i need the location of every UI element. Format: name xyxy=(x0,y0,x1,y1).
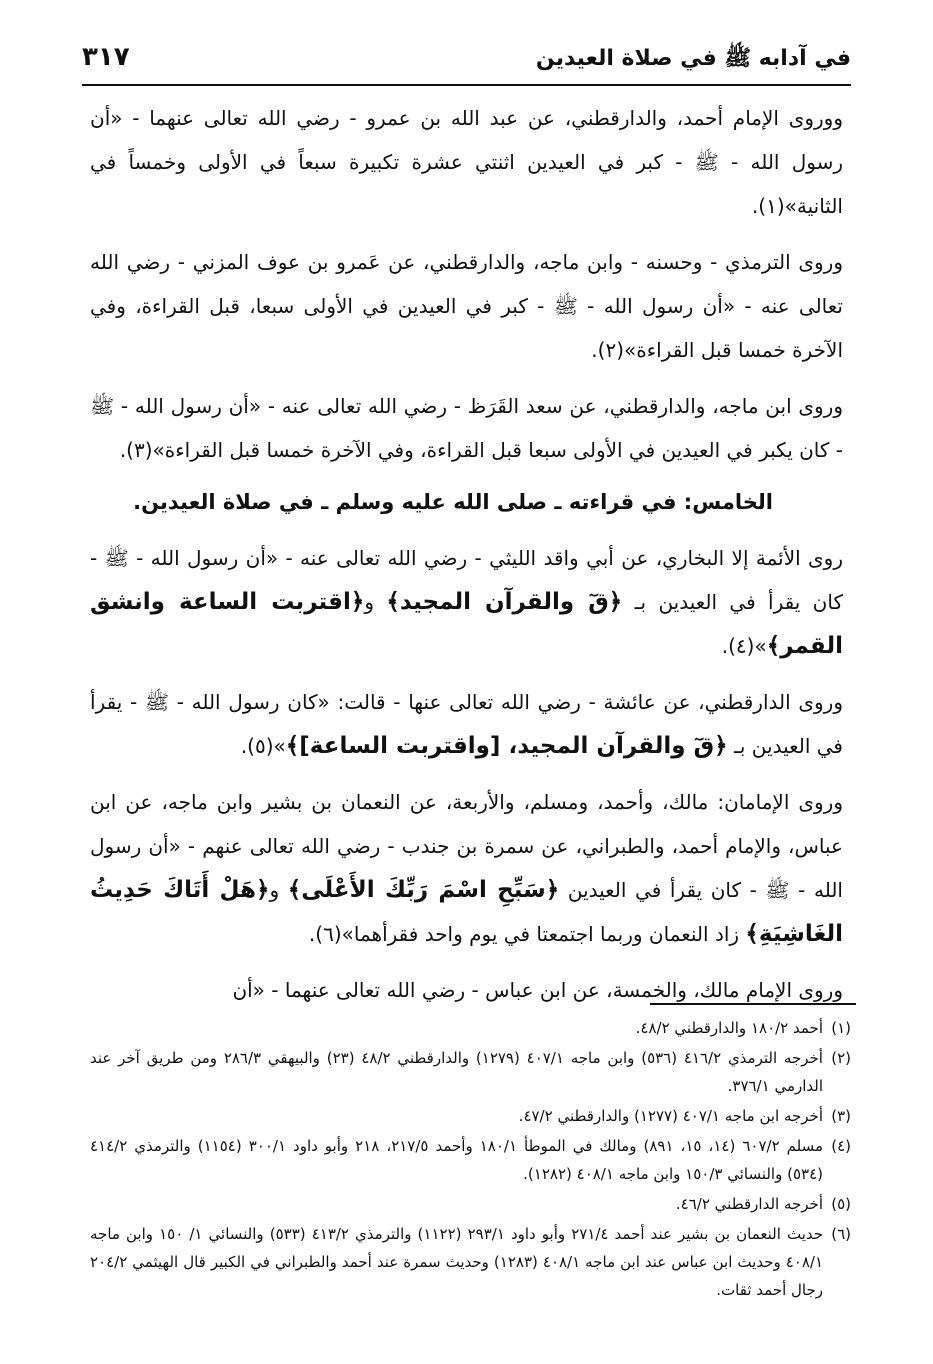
footnote-2 xyxy=(90,1044,851,1100)
paragraph-4-text-a: روى الأئمة إلا البخاري، عن أبي واقد الليثي - رضي الله تعالى عنه - «أن رسول الله - ﷺ - كان يقرأ في العيدين بـ xyxy=(90,546,843,614)
paragraph-4-text-c: »(٤). xyxy=(721,634,767,658)
footnote-1 xyxy=(90,1014,851,1042)
paragraph-4 xyxy=(90,536,843,668)
paragraph-5-text-a: وروى الدارقطني، عن عائشة - رضي الله تعالى عنها - قالت: «كان رسول الله - ﷺ - يقرأ في العيدين بـ xyxy=(90,690,843,758)
quran-quote-qaf-2: ﴿قٓ والقرآن المجيد، [واقتربت الساعة]﴾ xyxy=(285,733,728,759)
footnote-number: (١) xyxy=(831,1019,851,1037)
footnote-separator xyxy=(650,1003,856,1005)
footnote-text: حديث النعمان بن بشير عند أحمد ٢٧١/٤ وأبو داود ٢٩٣/١ (١١٢٢) والترمذي ٤١٣/٢ (٥٣٣) والنسائي ١/ ١٥٠ وابن ماجه ٤٠٨/١ وحديث ابن عباس عند ابن ماجه ٤٠٨/١ (١٢٨٣) وحديث سمرة عند أحمد والطبراني في الكبير قال الهيثمي ٢٠٤/٢ رجال أحمد ثقات. xyxy=(90,1225,824,1299)
paragraph-1: ووروى الإمام أحمد، والدارقطني، عن عبد الله بن عمرو - رضي الله تعالى عنهما - «أن رسول الله - ﷺ - كبر في العيدين اثنتي عشرة تكبيرة سبعاً في الأولى وخمساً في الثانية»(١). xyxy=(90,106,843,218)
footnote-number: (٦) xyxy=(831,1225,851,1243)
section-heading: الخامس: في قراءته ـ صلى الله عليه وسلم ـ في صلاة العيدين. xyxy=(133,490,773,514)
footnote-5 xyxy=(90,1190,851,1218)
quran-quote-sabbih: ﴿سَبِّحِ اسْمَ رَبِّكَ الأَعْلَى﴾ xyxy=(287,877,560,903)
paragraph-6-text-b: و xyxy=(269,878,288,902)
footnote-text: أخرجه الترمذي ٤١٦/٢ (٥٣٦) وابن ماجه ٤٠٧/١ (١٢٧٩) والدارقطني ٤٨/٢ (٢٣) والبيهقي ٢٨٦/٣ ومن طريق آخر عند الدارمي ٣٧٦/١. xyxy=(90,1049,823,1095)
footnote-6 xyxy=(90,1220,851,1304)
footnote-3 xyxy=(90,1102,851,1130)
paragraph-5 xyxy=(90,680,843,768)
paragraph-6-text-a: وروى الإمامان: مالك، وأحمد، ومسلم، والأربعة، عن النعمان بن بشير وابن ماجه، عن ابن عباس، والإمام أحمد، والطبراني، عن سمرة بن جندب - رضي الله تعالى عنهم - «أن رسول الله - ﷺ - كان يقرأ في العيدين xyxy=(90,790,843,902)
header-rule xyxy=(82,84,851,86)
footnote-number: (٣) xyxy=(831,1107,851,1125)
paragraph-5-text-c: »(٥). xyxy=(240,734,286,758)
paragraph-6-text-c: زاد النعمان وربما اجتمعتا في يوم واحد فقرأهما»(٦). xyxy=(308,922,746,946)
page-header xyxy=(82,40,851,86)
quran-quote-qaf: ﴿قٓ والقرآن المجيد﴾ xyxy=(386,589,623,615)
footnote-text: مسلم ٦٠٧/٢ (١٤، ١٥، ٨٩١) ومالك في الموطأ ١٨٠/١ وأحمد ٢١٧/٥، ٢١٨ وأبو داود ٣٠٠/١ (١١٥٤) والترمذي ٤١٤/٢ (٥٣٤) والنسائي ١٥٠/٣ وابن ماجه ٤٠٨/١ (١٢٨٢). xyxy=(90,1137,824,1183)
main-text xyxy=(90,96,843,1018)
paragraph-6 xyxy=(90,780,843,956)
footnote-number: (٥) xyxy=(831,1195,851,1213)
footnote-number: (٢) xyxy=(831,1049,851,1067)
page-number: ٣١٧ xyxy=(82,42,130,72)
quran-quote-iqtarabat: ﴿اقتربت الساعة وانشق القمر﴾ xyxy=(90,589,843,659)
paragraph-2: وروى الترمذي - وحسنه - وابن ماجه، والدارقطني، عن عَمرو بن عوف المزني - رضي الله تعالى عنه - «أن رسول الله - ﷺ - كبر في العيدين في الأولى سبعا، قبل القراءة، وفي الآخرة خمسا قبل القراءة»(٢). xyxy=(90,250,843,362)
footnote-number: (٤) xyxy=(831,1137,851,1155)
paragraph-3: وروى ابن ماجه، والدارقطني، عن سعد القَرَظ - رضي الله تعالى عنه - «أن رسول الله - ﷺ - كان يكبر في العيدين في الأولى سبعا قبل القراءة، وفي الآخرة خمسا قبل القراءة»(٣). xyxy=(90,394,843,462)
paragraph-7: وروى الإمام مالك، والخمسة، عن ابن عباس - رضي الله تعالى عنهما - «أن xyxy=(232,978,843,1002)
running-title: في آدابه ﷺ في صلاة العيدين xyxy=(535,46,851,71)
paragraph-4-text-b: و xyxy=(364,590,387,614)
footnote-text: أخرجه الدارقطني ٤٦/٢. xyxy=(675,1195,823,1213)
quran-quote-ghashiya: ﴿هَلْ أَتَاكَ حَدِيثُ الغَاشِيَةِ﴾ xyxy=(90,877,843,947)
footnotes xyxy=(90,1014,851,1306)
footnote-text: أخرجه ابن ماجه ٤٠٧/١ (١٢٧٧) والدارقطني ٤٧/٢. xyxy=(518,1107,823,1125)
footnote-4 xyxy=(90,1132,851,1188)
footnote-text: أحمد ١٨٠/٢ والدارقطني ٤٨/٢. xyxy=(635,1019,823,1037)
